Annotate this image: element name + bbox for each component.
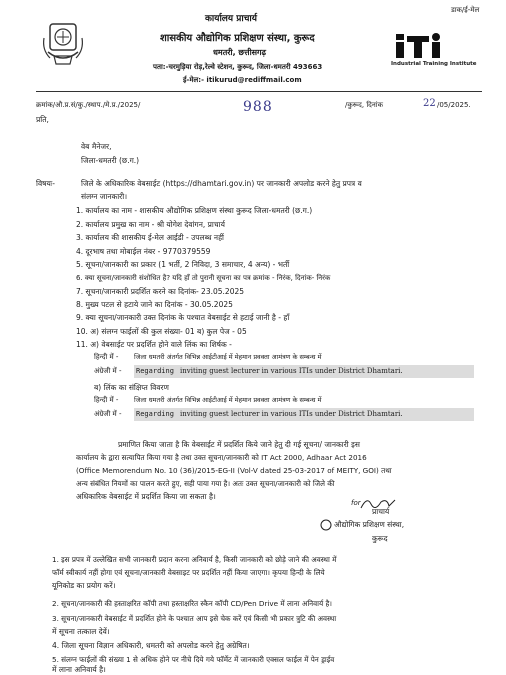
list-item: 10. अ) संलग्न फाईलों की कुल संख्या- 01 ब) कुल पेज - 05 — [76, 327, 247, 336]
stamp-circle-icon — [320, 519, 332, 531]
certify-line: कार्यालय के द्वारा सत्यापित किया गया है तथा उक्त सूचना/जानकारी को IT Act 2000, Adhaar Act 2016 — [76, 453, 367, 462]
header-divider — [36, 91, 482, 92]
link-desc-hindi-label: हिन्दी में - — [94, 396, 119, 404]
link-desc-english-label: अंग्रेजी में - — [94, 410, 122, 418]
link-title-english-label: अंग्रेजी में - — [94, 367, 122, 375]
subject-line1: जिले के अधिकारिक वेबसाईट (https://dhamtari.gov.in) पर जानकारी अपलोड करने हेतु प्रपत्र व — [81, 179, 362, 188]
list-item: 9. क्या सूचना/जानकारी उक्त दिनांक के पश्चात वेबसाईट से हटाई जानी है - हाँ — [76, 313, 290, 322]
iti-caption: Industrial Training Institute — [391, 61, 477, 67]
list-item: 8. मुख्य पटल से हटाये जाने का दिनांक - 30.05.2025 — [76, 300, 233, 309]
dispatch-number-handwritten: 988 — [243, 99, 273, 115]
government-emblem-icon — [40, 18, 86, 70]
list-item: 1. कार्यालय का नाम - शासकीय औद्योगिक प्रशिक्षण संस्था कुरूद जिला-धमतरी (छ.ग.) — [76, 206, 313, 215]
letter-place-date-label: /कुरूद, दिनांक — [345, 101, 383, 109]
note-line: फॉर्म स्वीकार्य नहीं होगा एवं सूचना/जानकारी वेबसाइट पर प्रदर्शित नहीं किया जाएगा। कृपया हिन्दी के लिये — [52, 568, 325, 577]
list-item: 3. कार्यालय की शासकीय ई-मेल आईडी - उपलब्ध नहीं — [76, 233, 225, 242]
list-item: 2. कार्यालय प्रमुख का नाम - श्री योगेश देवांगन, प्राचार्य — [76, 220, 225, 229]
institute-name: शासकीय औद्योगिक प्रशिक्षण संस्था, कुरूद — [160, 33, 315, 44]
certify-line: अधिकारिक वेबसाईट में प्रदर्शित किया जा सकता है। — [76, 492, 216, 501]
addressee-line2: जिला-धमतरी (छ.ग.) — [81, 156, 140, 165]
institute-location: धमतरी, छत्तीसगढ़ — [213, 48, 267, 57]
link-title-hindi-label: हिन्दी में - — [94, 353, 119, 361]
prati-label: प्रति, — [36, 115, 49, 124]
signature-place: कुरूद — [372, 534, 388, 543]
signature-office: औद्योगिक प्रशिक्षण संस्था, — [334, 520, 405, 529]
date-rest: /05/2025. — [437, 101, 471, 109]
link-title-hindi: जिला धमतरी अंतर्गत विभिन्न आईटीआई में मेहमान प्रवक्ता आमंत्रण के सम्बन्ध में — [134, 353, 322, 361]
link-desc-english: inviting guest lecturer in various ITIs under District Dhamtari. — [180, 410, 403, 418]
subject-line2: संलग्न जानकारी। — [81, 192, 128, 201]
institute-email: ई-मेल:- itikurud@rediffmail.com — [183, 76, 302, 84]
subject-label: विषयः- — [36, 179, 56, 188]
addressee-line1: वेब मैनेजर, — [81, 142, 112, 151]
list-item: 7. सूचना/जानकारी प्रदर्शित करने का दिनांक- 23.05.2025 — [76, 287, 245, 296]
note-line: में सूचना तत्काल देवें। — [52, 627, 110, 636]
list-item: 6. क्या सूचना/जानकारी संशोधित है? यदि हाँ तो पुरानी सूचना का पत्र क्रमांक - निरंक, दिनांक- निरंक — [76, 274, 331, 282]
list-item: 4. दूरभाष तथा मोबाईल नंबर - 9770379559 — [76, 247, 211, 256]
certify-line: प्रमाणित किया जाता है कि वेबसाईट में प्रदर्शित किये जाने हेतु दी गई सूचना/ जानकारी इस — [118, 440, 360, 449]
office-title: कार्यालय प्राचार्य — [205, 14, 257, 24]
institute-address: पता:-चरमुड़िया रोड़,रेल्वे स्टेशन, कुरूद, जिला-धमतरी 493663 — [153, 63, 323, 71]
signature-for: for — [351, 499, 361, 507]
link-title-english: inviting guest lecturer in various ITIs under District Dhamtari. — [180, 367, 403, 375]
link-desc-heading: ब) लिंक का संक्षिप्त विवरण — [94, 383, 169, 392]
note-line: 2. सूचना/जानकारी की हस्ताक्षरित कॉपी तथा हस्ताक्षरित स्कैन कॉपी CD/Pen Drive में लाना अनिवार्य है। — [52, 599, 333, 608]
certify-line: (Office Memorendum No. 10 (36)/2015-EG-II (Vol-V dated 25-03-2017 of MEITY, GOI) तथा — [76, 466, 392, 475]
note-line: 5. संलग्न फाईलों की संख्या 1 से अधिक होने पर नीचे दिये गये फॉर्मेट में जानकारी एक्सल फाईल में पेन ड्राईव — [52, 655, 335, 664]
date-day-handwritten: 22 — [423, 98, 436, 109]
signature-designation: प्राचार्य — [372, 507, 390, 516]
note-line: 4. जिला सूचना विज्ञान अधिकारी, धमतरी को अपलोड करने हेतु अग्रेषित। — [52, 641, 250, 650]
iti-logo-icon — [392, 26, 476, 66]
dak-email-label: डाक/ई-मेल — [451, 6, 480, 14]
note-line: में लाना अनिवार्य है। — [52, 665, 106, 674]
note-line: 3. सूचना/जानकारी वेबसाईट में प्रदर्शित होने के पश्चात आप इसे चेक करें एवं किसी भी प्रकार त्रुटि की अवस्था — [52, 614, 337, 623]
note-line: यूनिकोड का प्रयोग करें। — [52, 581, 116, 590]
letter-number: क्रमांक/औ.प्र.सं/कु./स्थाप./मे.प्र./2025/ — [36, 101, 141, 109]
link-desc-hindi: जिला धमतरी अंतर्गत विभिन्न आईटीआई में मेहमान प्रवक्ता आमंत्रण के सम्बन्ध में — [134, 396, 322, 404]
link-title-english-regarding: Regarding — [136, 367, 174, 375]
certify-line: अन्य संबंधित नियमों का पालन करते हुए, सही पाया गया है। अतः उक्त सूचना/जानकारी को जिले की — [76, 479, 335, 488]
list-item: 5. सूचना/जानकारी का प्रकार (1 भर्ती, 2 निविदा, 3 समाचार, 4 अन्य) - भर्ती — [76, 260, 290, 269]
note-line: 1. इस प्रपत्र में उल्लेखित सभी जानकारी प्रदान करना अनिवार्य है, किसी जानकारी को छोड़े जाने की अवस्था में — [52, 555, 337, 564]
list-item: 11. अ) वेबसाईट पर प्रदर्शित होने वाले लिंक का शिर्षक - — [76, 340, 232, 349]
link-desc-english-regarding: Regarding — [136, 410, 174, 418]
